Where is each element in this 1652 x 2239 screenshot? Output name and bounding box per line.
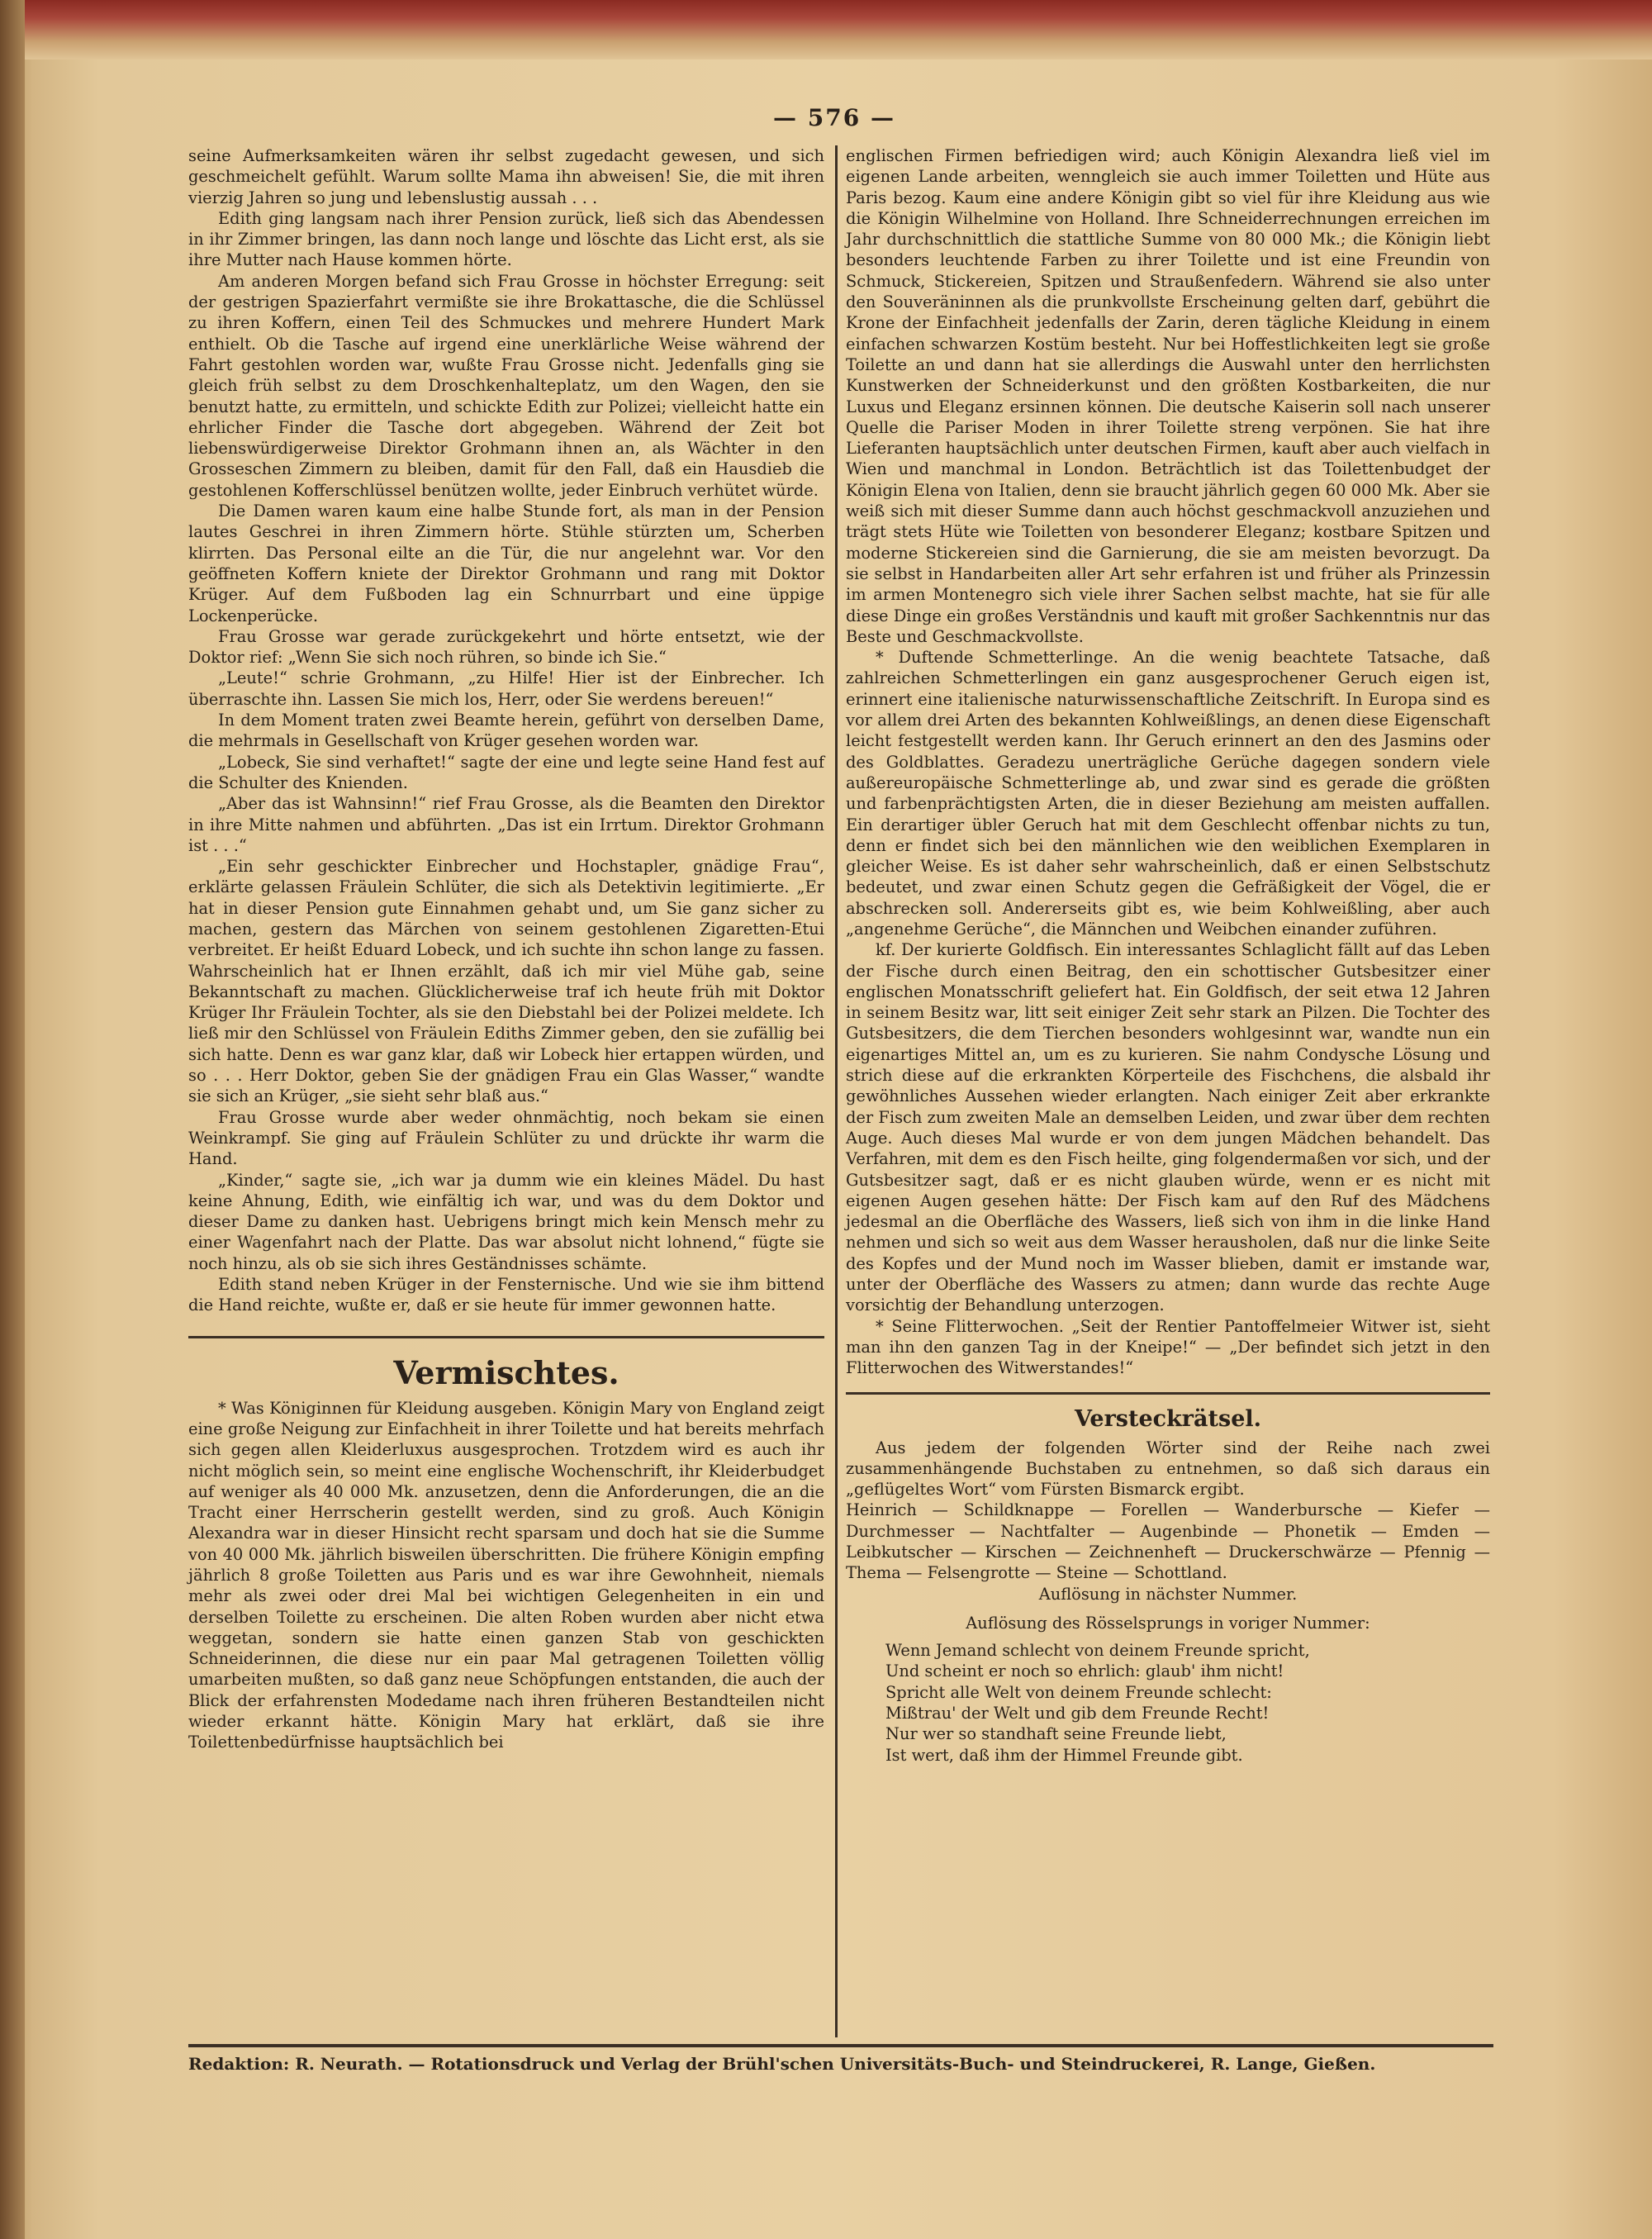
- story-paragraph: seine Aufmerksamkeiten wären ihr selbst zugedacht gewesen, und sich geschmeichelt gefühlt. Warum sollte Mama ihn abweisen! Sie, die mit ihren vierzig Jahren so jung und lebenslustig aussah . . .: [188, 146, 824, 207]
- story-paragraph: Am anderen Morgen befand sich Frau Grosse in höchster Erregung: seit der gestrigen Spazierfahrt vermißte sie ihre Brokattasche, die die Schlüssel zu ihren Koffern, einen Teil des Schmuckes und mehrere Hundert Mark enthielt. Ob die Tasche auf irgend eine unerklärliche Weise während der Fahrt gestohlen worden war, wußte Frau Grosse nicht. Jedenfalls ging sie gleich früh selbst zu dem Droschkenhalteplatz, um den Wagen, den sie benutzt hatte, zu ermitteln, und schickte Edith zur Polizei; vielleicht hatte ein ehrlicher Finder die Tasche dort abgegeben. Während der Zeit bot liebenswürdigerweise Direktor Grohmann ihnen an, als Wächter in den Grosseschen Zimmern zu bleiben, damit für den Fall, daß ein Hausdieb die gestohlenen Kofferschlüssel benützen wollte, jeder Einbruch verhütet würde.: [188, 271, 824, 500]
- left-column: [188, 145, 824, 1753]
- section-heading-vermischtes: Vermischtes.: [188, 1336, 824, 1393]
- story-paragraph: „Kinder,“ sagte sie, „ich war ja dumm wie ein kleines Mädel. Du hast keine Ahnung, Edith, wie einfältig ich war, und was du dem Doktor und dieser Dame zu danken hast. Uebrigens bringt mich kein Mensch mehr zu einer Wagenfahrt nach der Platte. Das war absolut nicht lohnend,“ fügte sie noch hinzu, als ob sie sich ihres Geständnisses schämte.: [188, 1170, 824, 1273]
- poem-line: Mißtrau' der Welt und gib dem Freunde Recht!: [885, 1704, 1270, 1723]
- story-paragraph: „Ein sehr geschickter Einbrecher und Hochstapler, gnädige Frau“, erklärte gelassen Fräulein Schlüter, die sich als Detektivin legitimierte. „Er hat in dieser Pension gute Einnahmen gehabt und, um Sie ganz sicher zu machen, gestern das Märchen von seinem gestohlenen Zigaretten-Etui verbreitet. Er heißt Eduard Lobeck, und ich suchte ihn schon lange zu fassen. Wahrscheinlich hat er Ihnen erzählt, daß ich mir viel Mühe gab, seine Bekanntschaft zu machen. Glücklicherweise traf ich heute früh mit Doktor Krüger Ihr Fräulein Tochter, als sie den Diebstahl bei der Polizei meldete. Ich ließ mir den Schlüssel von Fräulein Ediths Zimmer geben, den sie zufällig bei sich hatte. Denn es war ganz klar, daß wir Lobeck hier ertappen würden, und so . . . Herr Doktor, geben Sie der gnädigen Frau ein Glas Wasser,“ wandte sie sich an Krüger, „sie sieht sehr blaß aus.“: [188, 857, 824, 1106]
- page-top-edge: [0, 0, 1652, 59]
- solution-next-issue: Auflösung in nächster Nummer.: [1038, 1584, 1298, 1604]
- imprint-footer: Redaktion: R. Neurath. — Rotationsdruck und Verlag der Brühl'schen Universitäts-Buch- und Steindruckerei, R. Lange, Gießen.: [188, 2044, 1493, 2075]
- article-paragraph: kf. Der kurierte Goldfisch. Ein interessantes Schlaglicht fällt auf das Leben der Fische durch einen Beitrag, den ein schottischer Gutsbesitzer einer englischen Monatsschrift geliefert hat. Ein Goldfisch, der seit etwa 12 Jahren in seinem Besitz war, litt seit einiger Zeit sehr stark an Pilzen. Die Tochter des Gutsbesitzers, die dem Tierchen besonders wohlgesinnt war, wandte nun ein eigenartiges Mittel an, um es zu kurieren. Sie nahm Condysche Lösung und strich diese auf die erkrankten Körperteile des Fischchens, die alsbald ihr gewöhnliches Aussehen wieder erlangten. Nach einiger Zeit aber erkrankte der Fisch zum zweiten Male an demselben Leiden, und zwar über dem rechten Auge. Auch dieses Mal wurde er von dem jungen Mädchen behandelt. Das Verfahren, mit dem es den Fisch heilte, ging folgendermaßen vor sich, und der Gutsbesitzer sagt, daß er es nicht glauben würde, wenn er es nicht mit eigenen Augen gesehen hätte: Der Fisch kam auf den Ruf des Mädchens jedesmal an die Oberfläche des Wassers, ließ sich von ihm in die linke Hand nehmen und sich so weit aus dem Wasser herausholen, daß nur die linke Seite des Kopfes und der Mund noch im Wasser blieben, damit er imstande war, unter der Oberfläche des Wassers zu atmen; dann wurde das rechte Auge vorsichtig der Behandlung unterzogen.: [846, 940, 1490, 1315]
- poem-line: Nur wer so standhaft seine Freunde liebt,: [885, 1724, 1227, 1744]
- article-paragraph: englischen Firmen befriedigen wird; auch Königin Alexandra ließ viel im eigenen Lande arbeiten, wenngleich sie auch immer Toiletten und Hüte aus Paris bezog. Kaum eine andere Königin gibt so viel für ihre Kleidung aus wie die Königin Wilhelmine von Holland. Ihre Schneiderrechnungen erreichen im Jahr durchschnittlich die stattliche Summe von 80 000 Mk.; die Königin liebt besonders leuchtende Farben zu ihrer Toilette und ist eine Freundin von Schmuck, Stickereien, Spitzen und Straußenfedern. Während sie also unter den Souveräninnen als die prunkvollste Erscheinung gelten darf, gebührt die Krone der Einfachheit jedenfalls der Zarin, deren tägliche Kleidung in einem einfachen schwarzen Kostüm besteht. Nur bei Hoffestlichkeiten legt sie große Toilette an und dann hat sie allerdings die Auswahl unter den herrlichsten Kunstwerken der Schneiderkunst und den größten Kostbarkeiten, die nur Luxus und Eleganz ersinnen können. Die deutsche Kaiserin soll nach unserer Quelle die Pariser Moden in ihrer Toilette streng verpönen. Sie hat ihre Lieferanten hauptsächlich unter deutschen Firmen, kauft aber auch vielfach in Wien und manchmal in London. Beträchtlich ist das Toilettenbudget der Königin Elena von Italien, denn sie braucht jährlich gegen 60 000 Mk. Aber sie weiß sich mit dieser Summe dann auch höchst geschmackvoll anzuziehen und trägt stets Hüte wie Toiletten von besonderer Eleganz; kostbare Spitzen und moderne Stickereien sind die Garnierung, die sie am meisten bevorzugt. Da sie selbst in Handarbeiten aller Art sehr erfahren ist und früher als Prinzessin im armen Montenegro sich viele ihrer Sachen selbst machte, hat sie für alle diese Dinge ein großes Verständnis und kauft mit großer Sachkenntnis nur das Beste und Geschmackvollste.: [846, 146, 1490, 646]
- previous-solution-title: Auflösung des Rösselsprungs in voriger Nummer:: [966, 1613, 1370, 1633]
- column-divider: [835, 145, 838, 2037]
- poem-line: Spricht alle Welt von deinem Freunde schlecht:: [885, 1682, 1272, 1702]
- right-column: [846, 145, 1490, 1766]
- poem-line: Und scheint er noch so ehrlich: glaub' ihm nicht!: [885, 1661, 1284, 1681]
- story-paragraph: Frau Grosse war gerade zurückgekehrt und hörte entsetzt, wie der Doktor rief: „Wenn Sie sich noch rühren, so binde ich Sie.“: [188, 626, 824, 668]
- story-paragraph: Edith ging langsam nach ihrer Pension zurück, ließ sich das Abendessen in ihr Zimmer bringen, las dann noch lange und löschte das Licht erst, als sie ihre Mutter nach Hause kommen hörte.: [188, 208, 824, 270]
- story-paragraph: „Lobeck, Sie sind verhaftet!“ sagte der eine und legte seine Hand fest auf die Schulter des Knienden.: [188, 752, 824, 792]
- story-paragraph: In dem Moment traten zwei Beamte herein, geführt von derselben Dame, die mehrmals in Gesellschaft von Krüger gesehen worden war.: [188, 711, 824, 751]
- story-paragraph: „Aber das ist Wahnsinn!“ rief Frau Grosse, als die Beamten den Direktor in ihre Mitte nahmen und abführten. „Das ist ein Irrtum. Direktor Grohmann ist . . .“: [188, 794, 824, 855]
- poem-line: Ist wert, daß ihm der Himmel Freunde gibt.: [885, 1745, 1243, 1765]
- story-paragraph: Frau Grosse wurde aber weder ohnmächtig, noch bekam sie einen Weinkrampf. Sie ging auf Fräulein Schlüter zu und drückte ihr warm die Hand.: [188, 1107, 824, 1169]
- story-paragraph: „Leute!“ schrie Grohmann, „zu Hilfe! Hier ist der Einbrecher. Ich überraschte ihn. Lassen Sie mich los, Herr, oder Sie werdens bereuen!“: [188, 668, 824, 709]
- story-paragraph: Edith stand neben Krüger in der Fensternische. Und wie sie ihm bittend die Hand reichte, wußte er, daß er sie heute für immer gewonnen hatte.: [188, 1275, 824, 1315]
- section-heading-versteckraetsel: Versteckrätsel.: [846, 1392, 1490, 1434]
- poem-line: Wenn Jemand schlecht von deinem Freunde spricht,: [885, 1641, 1310, 1661]
- article-paragraph: * Was Königinnen für Kleidung ausgeben. Königin Mary von England zeigt eine große Neigung zur Einfachheit in ihrer Toilette und hat bereits mehrfach sich gegen allen Kleiderluxus ausgesprochen. Trotzdem wird es auch ihr nicht möglich sein, so meint eine englische Wochenschrift, ihr Kleiderbudget auf weniger als 40 000 Mk. anzusetzen, denn die Anforderungen, die an die Tracht einer Herrscherin gestellt werden, sind zu groß. Auch Königin Alexandra war in dieser Hinsicht recht sparsam und doch hat sie die Summe von 40 000 Mk. jährlich bisweilen überschritten. Die frühere Königin empfing jährlich 8 große Toiletten aus Paris und es war ihre Gewohnheit, niemals mehr als zwei oder drei Mal bei wichtigen Gelegenheiten in ein und derselben Toilette zu erscheinen. Die alten Roben wurden aber nicht etwa weggetan, sondern sie hatte einen ganzen Stab von geschickten Schneiderinnen, die diese nur ein paar Mal getragenen Toiletten völlig umarbeiten mußten, so daß ganz neue Schöpfungen entstanden, die auch der Blick der erfahrensten Modedame nach ihren früheren Bestandteilen nicht wieder erkannt hätte. Königin Mary hat erklärt, daß sie ihre Toilettenbedürfnisse hauptsächlich bei: [188, 1398, 824, 1752]
- page-number: — 576 —: [773, 104, 895, 131]
- article-paragraph: * Duftende Schmetterlinge. An die wenig beachtete Tatsache, daß zahlreichen Schmetterlingen ein ganz ausgesprochener Geruch eigen ist, erinnert eine italienische naturwissenschaftliche Zeitschrift. In Europa sind es vor allem drei Arten des bekannten Kohlweißlings, an denen diese Eigenschaft leicht festgestellt werden kann. Ihr Geruch erinnert an den des Jasmins oder des Goldblattes. Geradezu unerträgliche Gerüche dagegen sondern viele außereuropäische Schmetterlinge ab, und zwar sind es gerade die größten und farbenprächtigsten Arten, die in dieser Beziehung am meisten auffallen. Ein derartiger übler Geruch hat mit dem Geschlecht offenbar nichts zu tun, denn er findet sich bei den männlichen wie den weiblichen Exemplaren in gleicher Weise. Es ist daher sehr wahrscheinlich, daß er einen Selbstschutz bedeutet, und zwar einen Schutz gegen die Gefräßigkeit der Vögel, die er abschrecken soll. Andererseits gibt es, wie beim Kohlweißling, aber auch „angenehme Gerüche“, die Männchen und Weibchen einander zuführen.: [846, 648, 1490, 939]
- solution-poem: [846, 1640, 1490, 1766]
- story-paragraph: Die Damen waren kaum eine halbe Stunde fort, als man in der Pension lautes Geschrei in ihren Zimmern hörte. Stühle stürzten um, Scherben klirrten. Das Personal eilte an die Tür, die nur angelehnt war. Vor den geöffneten Koffern kniete der Direktor Grohmann und rang mit Doktor Krüger. Auf dem Fußboden lag ein Schnurrbart und eine üppige Lockenperücke.: [188, 502, 824, 625]
- binding-gutter: [0, 0, 25, 2239]
- riddle-instructions: Aus jedem der folgenden Wörter sind der Reihe nach zwei zusammenhängende Buchstaben zu entnehmen, so daß sich daraus ein „geflügeltes Wort“ vom Fürsten Bismarck ergibt.: [846, 1438, 1490, 1500]
- riddle-words: Heinrich — Schildknappe — Forellen — Wanderbursche — Kiefer — Durchmesser — Nachtfalter — Augenbinde — Phonetik — Emden — Leibkutscher — Kirschen — Zeichnenheft — Druckerschwärze — Pfennig — Thema — Felsengrotte — Steine — Schottland.: [846, 1500, 1490, 1583]
- article-paragraph: * Seine Flitterwochen. „Seit der Rentier Pantoffelmeier Witwer ist, sieht man ihn den ganzen Tag in der Kneipe!“ — „Der befindet sich jetzt in den Flitterwochen des Witwerstandes!“: [846, 1316, 1490, 1378]
